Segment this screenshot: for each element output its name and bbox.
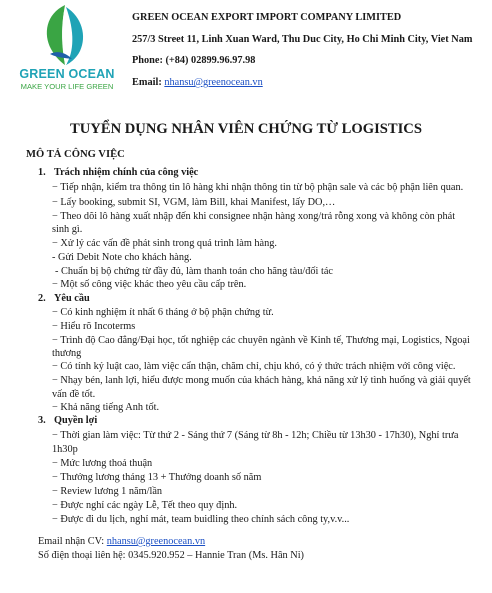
list-item: − Được nghỉ các ngày Lễ, Tết theo quy định. [52,500,238,511]
list-item: - Gửi Debit Note cho khách hàng. [52,252,192,263]
section-heading-text: Yêu cầu [54,293,90,304]
company-email-link[interactable]: nhansu@greenocean.vn [164,77,263,88]
list-item: − Tiếp nhận, kiểm tra thông tin lô hàng khi nhận thông tin từ bộ phận sale và các bộ phận liên quan. [52,182,464,193]
cv-email-label: Email nhận CV: [38,536,107,547]
list-item: − Có tính kỷ luật cao, làm việc cẩn thận, chăm chỉ, chịu khó, có ý thức trách nhiệm với công việc. [52,361,456,372]
list-item: 1h30p [52,444,78,455]
list-item: − Theo dõi lô hàng xuất nhập đến khi consignee nhận hàng xong/trả rỗng xong và không còn phát [52,211,456,222]
logo-brand-name: GREEN OCEAN [19,67,115,81]
list-item: − Có kinh nghiệm ít nhất 6 tháng ở bộ phận chứng từ. [52,307,274,318]
list-item: − Hiểu rõ Incoterms [52,321,136,332]
list-item: − Trình độ Cao đẳng/Đại học, tốt nghiệp các chuyên ngành về Kinh tế, Thương mại, Logistics, Ngoại [52,335,470,346]
section-number: 3. [38,415,46,426]
company-phone: Phone: (+84) 02899.96.97.98 [132,55,256,66]
list-item: − Review lương 1 năm/lần [52,486,163,497]
section-number: 1. [38,167,46,178]
list-item: − Được đi du lịch, nghỉ mát, team buidling theo chính sách công ty,v.v... [52,514,350,525]
logo-tagline: MAKE YOUR LIFE GREEN [20,82,114,91]
section-heading-text: Trách nhiệm chính của công việc [54,167,199,178]
list-item: − Thời gian làm việc: Từ thứ 2 - Sáng thứ 7 (Sáng từ 8h - 12h; Chiều từ 13h30 - 17h30), Nghỉ trưa [52,430,459,441]
cv-email-line [38,536,205,547]
list-item: vấn đề tốt. [52,389,96,400]
company-name: GREEN OCEAN EXPORT IMPORT COMPANY LIMITED [132,12,402,23]
list-item: sinh gì. [52,224,83,235]
page-title: TUYỂN DỤNG NHÂN VIÊN CHỨNG TỪ LOGISTICS [70,121,422,137]
list-item: − Mức lương thoả thuận [52,458,153,469]
section-heading-text: Quyền lợi [54,415,98,426]
leaf-logo-icon [42,4,88,66]
company-address: 257/3 Street 11, Linh Xuan Ward, Thu Duc City, Ho Chi Minh City, Viet Nam [132,34,473,45]
cv-email-link[interactable]: nhansu@greenocean.vn [106,536,206,547]
section-title: MÔ TẢ CÔNG VIỆC [26,149,125,160]
contact-phone-line: Số điện thoại liên hệ: 0345.920.952 – Hannie Tran (Ms. Hân Ni) [38,550,304,561]
list-item: − Lấy booking, submit SI, VGM, làm Bill, khai Manifest, lấy DO,… [52,197,336,208]
section-number: 2. [38,293,46,304]
company-email-line [132,77,263,88]
company-logo [8,4,126,90]
list-item: − Xử lý các vấn đề phát sinh trong quá trình làm hàng. [52,238,277,249]
list-item: - Chuẩn bị bộ chứng từ đầy đủ, làm thanh toán cho hãng tàu/đối tác [55,266,333,277]
company-email-label: Email: [132,77,165,88]
list-item: − Khả năng tiếng Anh tốt. [52,402,160,413]
list-item: − Một số công việc khác theo yêu cầu cấp trên. [52,279,247,290]
list-item: − Thưởng lương tháng 13 + Thưởng doanh số năm [52,472,262,483]
list-item: − Nhạy bén, lanh lợi, hiểu được mong muốn của khách hàng, khả năng xử lý tình huống và giải quyết [52,375,471,386]
list-item: thương [52,348,82,359]
